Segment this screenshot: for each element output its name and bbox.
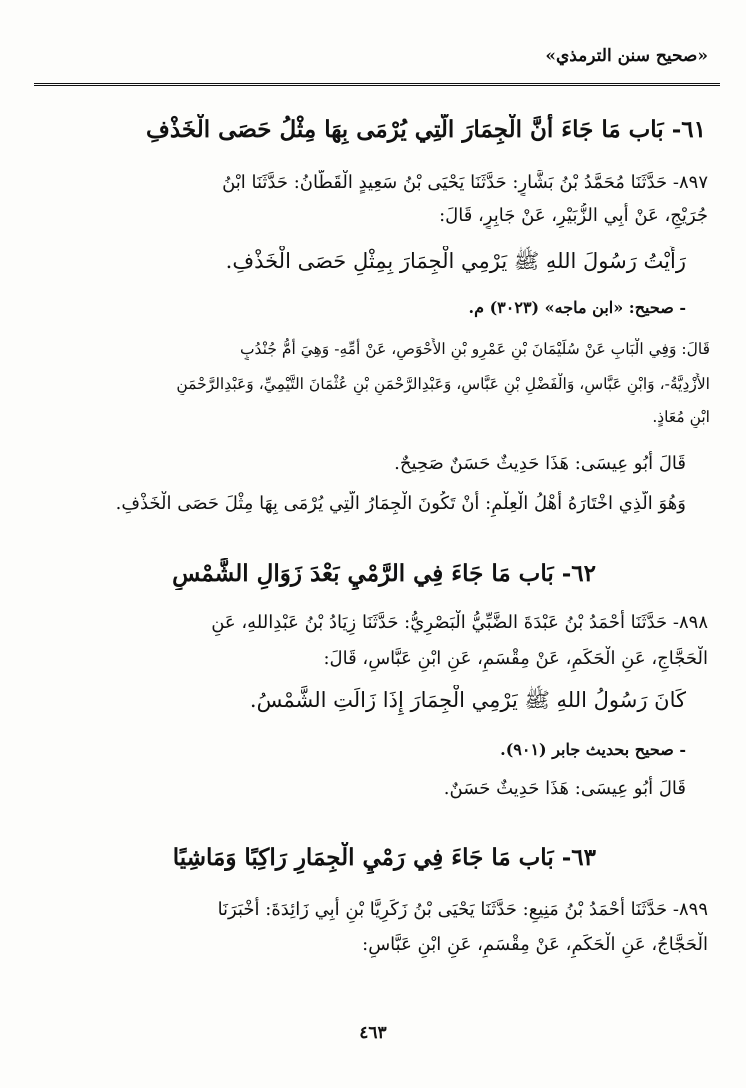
chapter-heading-63: ٦٣- بَاب مَا جَاءَ فِي رَمْيِ الْجِمَارِ رَاكِبًا وَمَاشِيًا: [172, 844, 596, 871]
chapter-heading-61: ٦١- بَاب مَا جَاءَ أَنَّ الْجِمَارَ الَّتِي يُرْمَى بِهَا مِثْلُ حَصَى الْخَذْفِ: [146, 116, 706, 143]
hadith-897-note-line-3: ابْنِ مُعَاذٍ.: [652, 408, 710, 426]
hadith-898-isnad-line-2: الْحَجَّاجِ، عَنِ الْحَكَمِ، عَنْ مِقْسَمٍ، عَنِ ابْنِ عَبَّاسٍ، قَالَ:: [323, 648, 708, 669]
chapter-heading-62: ٦٢- بَاب مَا جَاءَ فِي الرَّمْيِ بَعْدَ زَوَالِ الشَّمْسِ: [172, 560, 596, 587]
hadith-897-grade: - صحيح: «ابن ماجه» (٣٠٢٣) م.: [468, 298, 686, 317]
hadith-897-note-line-2: الأَزْدِيَّةُ-، وَابْنِ عَبَّاسٍ، وَالْفَضْلِ بْنِ عَبَّاسٍ، وَعَبْدِالرَّحْمَنِ بْنِ عُثْمَانَ التَّيْمِيِّ، وَعَبْدِالرَّحْمَنِ: [176, 375, 710, 393]
hadith-897-comment-2: وَهُوَ الَّذِي اخْتَارَهُ أَهْلُ الْعِلْمِ: أَنْ تَكُونَ الْجِمَارُ الَّتِي يُرْمَى بِهَا مِثْلَ حَصَى الْخَذْفِ.: [115, 493, 686, 514]
hadith-898-isnad-line-1: ٨٩٨- حَدَّثَنَا أَحْمَدُ بْنُ عَبْدَةَ الضَّبِّيُّ الْبَصْرِيُّ: حَدَّثَنَا زِيَادُ بْنُ عَبْدِاللهِ، عَنِ: [211, 612, 708, 633]
hadith-897-isnad-line-1: ٨٩٧- حَدَّثَنَا مُحَمَّدُ بْنُ بَشَّارٍ: حَدَّثَنَا يَحْيَى بْنُ سَعِيدٍ الْقَطَّانُ: حَدَّثَنَا ابْنُ: [222, 172, 708, 193]
hadith-899-isnad-line-1: ٨٩٩- حَدَّثَنَا أَحْمَدُ بْنُ مَنِيعٍ: حَدَّثَنَا يَحْيَى بْنُ زَكَرِيَّا بْنِ أَبِي زَائِدَةَ: أَخْبَرَنَا: [217, 899, 708, 920]
hadith-897-comment-1: قَالَ أَبُو عِيسَى: هَذَا حَدِيثٌ حَسَنٌ صَحِيحٌ.: [394, 453, 686, 474]
hadith-898-matn: كَانَ رَسُولُ اللهِ ﷺ يَرْمِي الْجِمَارَ إِذَا زَالَتِ الشَّمْسُ.: [249, 688, 686, 712]
hadith-897-matn: رَأَيْتُ رَسُولَ اللهِ ﷺ يَرْمِي الْجِمَارَ بِمِثْلِ حَصَى الْخَذْفِ.: [225, 249, 686, 273]
hadith-899-isnad-line-2: الْحَجَّاجُ، عَنِ الْحَكَمِ، عَنْ مِقْسَمٍ، عَنِ ابْنِ عَبَّاسٍ:: [362, 934, 708, 955]
header-rule: [34, 83, 720, 86]
hadith-898-grade: - صحيح بحديث جابر (٩٠١).: [500, 740, 686, 759]
page-number: ٤٦٣: [359, 1023, 387, 1043]
hadith-898-comment-1: قَالَ أَبُو عِيسَى: هَذَا حَدِيثٌ حَسَنٌ.: [443, 778, 686, 799]
running-head: «صحيح سنن الترمذي»: [545, 46, 708, 66]
hadith-897-note-line-1: قَالَ: وَفِي الْبَابِ عَنْ سُلَيْمَانَ بْنِ عَمْرِو بْنِ الأَحْوَصِ، عَنْ أُمِّهِ- وَهِيَ أُمُّ جُنْدُبٍ: [239, 340, 710, 358]
hadith-897-isnad-line-2: جُرَيْجٍ، عَنْ أَبِي الزُّبَيْرِ، عَنْ جَابِرٍ، قَالَ:: [439, 205, 708, 226]
